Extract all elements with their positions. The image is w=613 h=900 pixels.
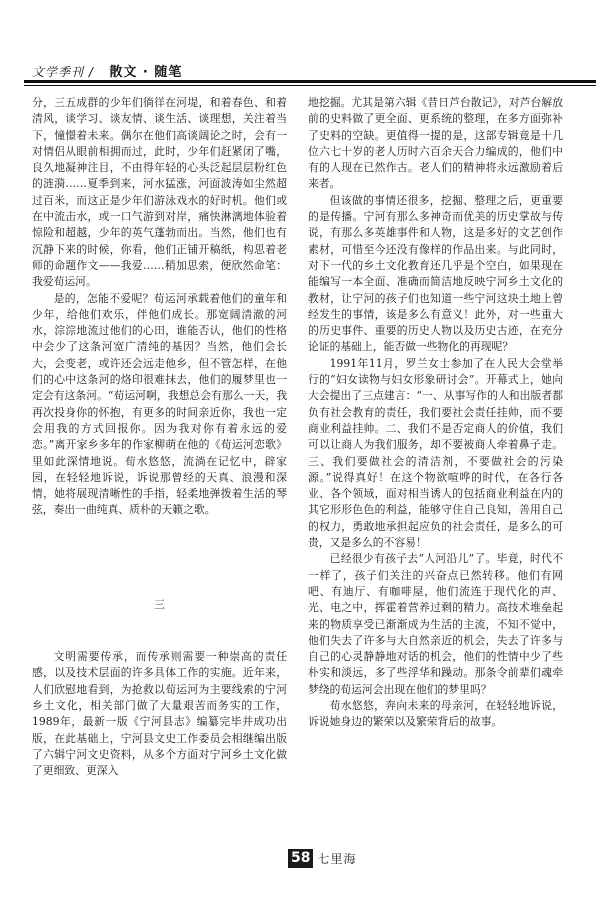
page-number: 58: [288, 849, 313, 868]
header-title: [32, 61, 182, 80]
paragraph: 但该做的事情还很多，挖掘、整理之后，更重要的是传播。宁河有那么多神奇而优美的历史掌故与传说，有那么多英雄事件和人物，这是多好的文艺创作素材，可惜至今还没有像样的作品出来。与此同时，对下一代的乡土文化教育还几乎是个空白，如果现在能编写一本全面、准确而简洁地反映宁河乡土文化的教材，让宁河的孩子们也知道一些宁河这块土地上曾经发生的事情，该是多么有意义！此外，对一些重大的历史事件、重要的历史人物以及历史古迹，在充分论证的基础上，能否做一些物化的再现呢？: [308, 193, 563, 354]
header-rule-thin: [24, 85, 596, 86]
right-text-column: [308, 95, 563, 731]
page-header: [24, 60, 596, 82]
section-numeral: 三: [154, 597, 165, 611]
paragraph: 荀水悠悠，奔向未来的母亲河，在轻轻地诉说，诉说她身边的繁荣以及繁荣背后的故事。: [308, 698, 563, 729]
page-footer: [288, 848, 357, 868]
paragraph: 已经很少有孩子去“人河沿儿”了。毕竟，时代不一样了，孩子们关注的兴奋点已然转移。他们有网吧、有迪厅、有咖啡屋，他们流连于现代化的声、光、电之中，挥霍着营养过剩的精力。高技术堆垒起来的物质享受已渐渐成为生活的主流，不知不觉中，他们失去了许多与大自然亲近的机会，失去了许多与自己的心灵静静地对话的机会，他们的性情中少了些朴实和淡远，多了些浮华和躁动。那条令前辈们魂牵梦绕的荀运河会出现在他们的梦里吗？: [308, 552, 563, 696]
magazine-name: 七里海: [317, 851, 357, 866]
header-magazine-label: 文学季刊 /: [32, 65, 94, 79]
paragraph: 地挖掘。尤其是第六辑《昔日芦台散记》，对芦台解放前的史料做了更全面、更系统的整理，在多方面弥补了史料的空缺。更值得一提的是，这部专辑竟是十几位六七十岁的老人历时六百余天合力编成的，他们中有的人现在已然作古。老人们的精神将永远激励着后来者。: [308, 96, 563, 191]
header-section-label: 散文 · 随笔: [109, 65, 183, 80]
header-rule-thick: [24, 80, 596, 83]
paragraph: 文明需要传承，而传承则需要一种崇高的责任感，以及技术层面的许多具体工作的实施。近年来，人们欣慰地看到，为抢救以荀运河为主要线索的宁河乡土文化，相关部门做了大量艰苦而务实的工作，1989年，最新一版《宁河县志》编纂完毕并成功出版，在此基础上，宁河县文史工作委员会相继编出版了六辑宁河文史资料，从多个方面对宁河乡土文化做了更细致、更深入: [32, 650, 287, 778]
paragraph: 分，三五成群的少年们徜徉在河堤，和着春色、和着清风，谈学习、谈友情、谈生活、谈理想，关注着当下，憧憬着未来。偶尔在他们高谈阔论之时，会有一对情侣从眼前相拥而过，此时，少年们赶紧闭了嘴，良久地凝神注目，不由得年轻的心头泛起层层粉红色的涟漪……夏季到来，河水猛涨，河面波涛如尘然超过百米，而这正是少年们游泳戏水的好时机。他们或在中流击水，或一口气游到对岸，痛快淋漓地体验着惊险和超越，少年的英气蓬勃而出。当然，他们也有沉静下来的时候，你看，他们正铺开稿纸，构思着老师的命题作文——我爱……稍加思索，便欣然命笔：我爱荀运河。: [32, 96, 287, 289]
left-text-column: [32, 95, 287, 779]
paragraph: 1991年11月，罗兰女士参加了在人民大会堂举行的“妇女读物与妇女形象研讨会”。开幕式上，她向大会提出了三点建言：“一、从事写作的人和出版者都负有社会教育的责任，我们要社会责任挂帅，而不要商业利益挂帅。二、我们不是否定商人的价值，我们可以让商人为我们服务，却不要被商人牵着鼻子走。三、我们要做社会的清洁剂，不要做社会的污染源。”说得真好！在这个物欲喧哗的时代，在各行各业、各个领域，面对相当诱人的包括商业利益在内的其它形形色色的利益，能够守住自己良知，善用自己的权力，勇敢地承担起应负的社会责任，是多么的可贵，又是多么的不容易！: [308, 356, 563, 550]
paragraph: 是的，怎能不爱呢？荀运河承载着他们的童年和少年，给他们欢乐，伴他们成长。那宽阔清澈的河水，淙淙地流过他们的心田，谁能否认，他们的性格中会少了这条河宽广清纯的基因？当然，他们会长大，会变老，或许还会远走他乡，但不管怎样，在他们的心中这条河的烙印很难抹去，他们的履梦里也一定会有这条河。“荀运河啊，我想总会有那么一天，我再次投身你的怀抱，有更多的时间亲近你，我也一定会用我的方式回报你。因为我对你有着永远的爱恋。”离开家乡多年的作家柳萌在他的《荀运河恋歌》里如此深情地说。荀水悠悠，流淌在记忆中，辟家园，在轻轻地诉说，诉说那曾经的天真、浪漫和深情，她将展现清晰性的手指，轻柔地弹拨着生活的琴弦，奏出一曲纯真、质朴的天籁之歌。: [32, 291, 287, 517]
